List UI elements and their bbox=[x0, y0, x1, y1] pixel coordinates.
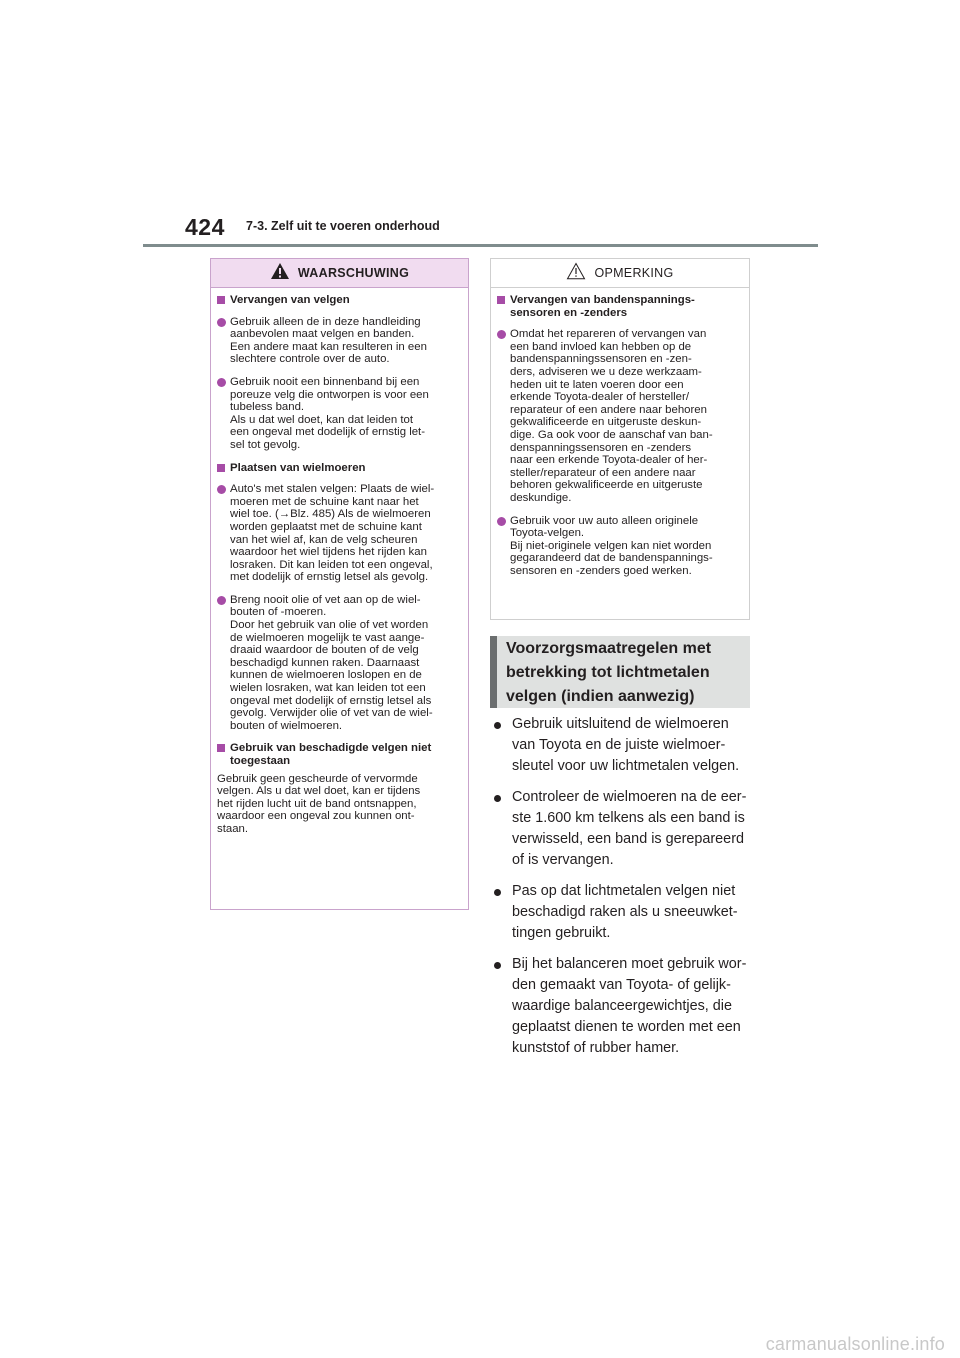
note-subheading: Vervangen van bandenspannings- sensoren en -zenders bbox=[497, 294, 742, 319]
watermark: carmanualsonline.info bbox=[765, 1334, 945, 1354]
square-bullet-icon bbox=[217, 744, 225, 752]
bullet-icon bbox=[494, 722, 501, 729]
round-bullet-icon bbox=[217, 378, 226, 387]
list-item: Gebruik uitsluitend de wielmoeren van Toyota en de juiste wielmoer- sleutel voor uw lichtmetalen velgen. bbox=[490, 714, 755, 777]
bullet-icon bbox=[494, 962, 501, 969]
warning-box bbox=[210, 258, 469, 910]
warning-paragraph: Gebruik geen gescheurde of vervormde velgen. Als u dat wel doet, kan er tijdens het rijden lucht uit de band ontsnappen, waardoor een ongeval zou kunnen ont- staan. bbox=[217, 772, 421, 835]
square-bullet-icon bbox=[217, 296, 225, 304]
list-item: Pas op dat lichtmetalen velgen niet beschadigd raken als u sneeuwket- tingen gebruikt. bbox=[490, 881, 755, 944]
category-heading-box bbox=[490, 636, 750, 708]
section-title: 7-3. Zelf uit te voeren onderhoud bbox=[246, 219, 440, 233]
round-bullet-icon bbox=[217, 318, 226, 327]
page-number: 424 bbox=[185, 214, 225, 240]
warning-subheading: Vervangen van velgen bbox=[217, 294, 461, 307]
list-item: Controleer de wielmoeren na de eer- ste 1.600 km telkens als een band is verwisseld, een band is gerepareerd of is vervangen. bbox=[490, 787, 755, 871]
bullet-icon bbox=[494, 889, 501, 896]
warning-header bbox=[211, 259, 468, 288]
round-bullet-icon bbox=[497, 517, 506, 526]
note-header bbox=[491, 259, 749, 288]
main-bullet-list bbox=[490, 714, 755, 1069]
bullet-icon bbox=[494, 795, 501, 802]
warning-subheading: Plaatsen van wielmoeren bbox=[217, 462, 461, 475]
warning-subheading: Gebruik van beschadigde velgen niet toegestaan bbox=[217, 742, 461, 767]
note-title: OPMERKING bbox=[594, 266, 674, 280]
warning-bullet: Breng nooit olie of vet aan op de wiel- bouten of -moeren. Door het gebruik van olie of vet worden de wielmoeren mogelijk te vast aange- draaid waardoor de bouten of de velg beschadigd kunnen raken. Daarnaast kunnen de wielmoeren loslopen en de wielen losraken, wat kan leiden tot een ongeval met dodelijk of ernstig letsel als gevolg. Verwijder olie of vet van de wiel- bouten of wielmoeren. bbox=[217, 594, 461, 733]
warning-triangle-icon bbox=[270, 262, 290, 285]
warning-bullet: Auto's met stalen velgen: Plaats de wiel- moeren met de schuine kant naar het wiel toe. (→Blz. 485) Als de wielmoeren worden geplaatst met de schuine kant van het wiel af, kan de velg scheuren waardoor het wiel tijdens het rijden kan losraken. Dit kan leiden tot een ongeval, met dodelijk of ernstig letsel als gevolg. bbox=[217, 483, 461, 584]
warning-body bbox=[211, 288, 468, 836]
warning-bullet: Gebruik nooit een binnenband bij een poreuze velg die ontworpen is voor een tubeless band. Als u dat wel doet, kan dat leiden tot een ongeval met dodelijk of ernstig let- sel tot gevolg. bbox=[217, 376, 461, 452]
square-bullet-icon bbox=[497, 296, 505, 304]
category-heading: Voorzorgsmaatregelen met betrekking tot lichtmetalen velgen (indien aanwezig) bbox=[506, 640, 712, 705]
note-bullet: Omdat het repareren of vervangen van een band invloed kan hebben op de bandenspanningssensoren en -zen- ders, adviseren we u deze werkzaam- heden uit te laten voeren door een erkende Toyota-dealer of hersteller/ reparateur of een andere naar behoren gekwalificeerde en uitgeruste deskun- dige. Ga ook voor de aanschaf van ban- denspanningssensoren en -zenders naar een erkende Toyota-dealer of her- steller/reparateur of een andere naar behoren gekwalificeerde en uitgeruste deskundige. bbox=[497, 328, 742, 504]
round-bullet-icon bbox=[217, 596, 226, 605]
caution-triangle-outline-icon bbox=[566, 262, 586, 285]
note-body bbox=[491, 288, 749, 577]
note-bullet: Gebruik voor uw auto alleen originele Toyota-velgen. Bij niet-originele velgen kan niet worden gegarandeerd dat de bandenspannings- sensoren en -zenders goed werken. bbox=[497, 515, 742, 578]
warning-bullet: Gebruik alleen de in deze handleiding aanbevolen maat velgen en banden. Een andere maat kan resulteren in een slechtere controle over de auto. bbox=[217, 316, 461, 366]
round-bullet-icon bbox=[497, 330, 506, 339]
warning-title: WAARSCHUWING bbox=[297, 266, 410, 280]
list-item: Bij het balanceren moet gebruik wor- den gemaakt van Toyota- of gelijk- waardige balanceergewichtjes, die geplaatst dienen te worden met een kunststof of rubber hamer. bbox=[490, 954, 755, 1059]
header-rule bbox=[143, 244, 818, 247]
square-bullet-icon bbox=[217, 464, 225, 472]
round-bullet-icon bbox=[217, 485, 226, 494]
note-box bbox=[490, 258, 750, 620]
